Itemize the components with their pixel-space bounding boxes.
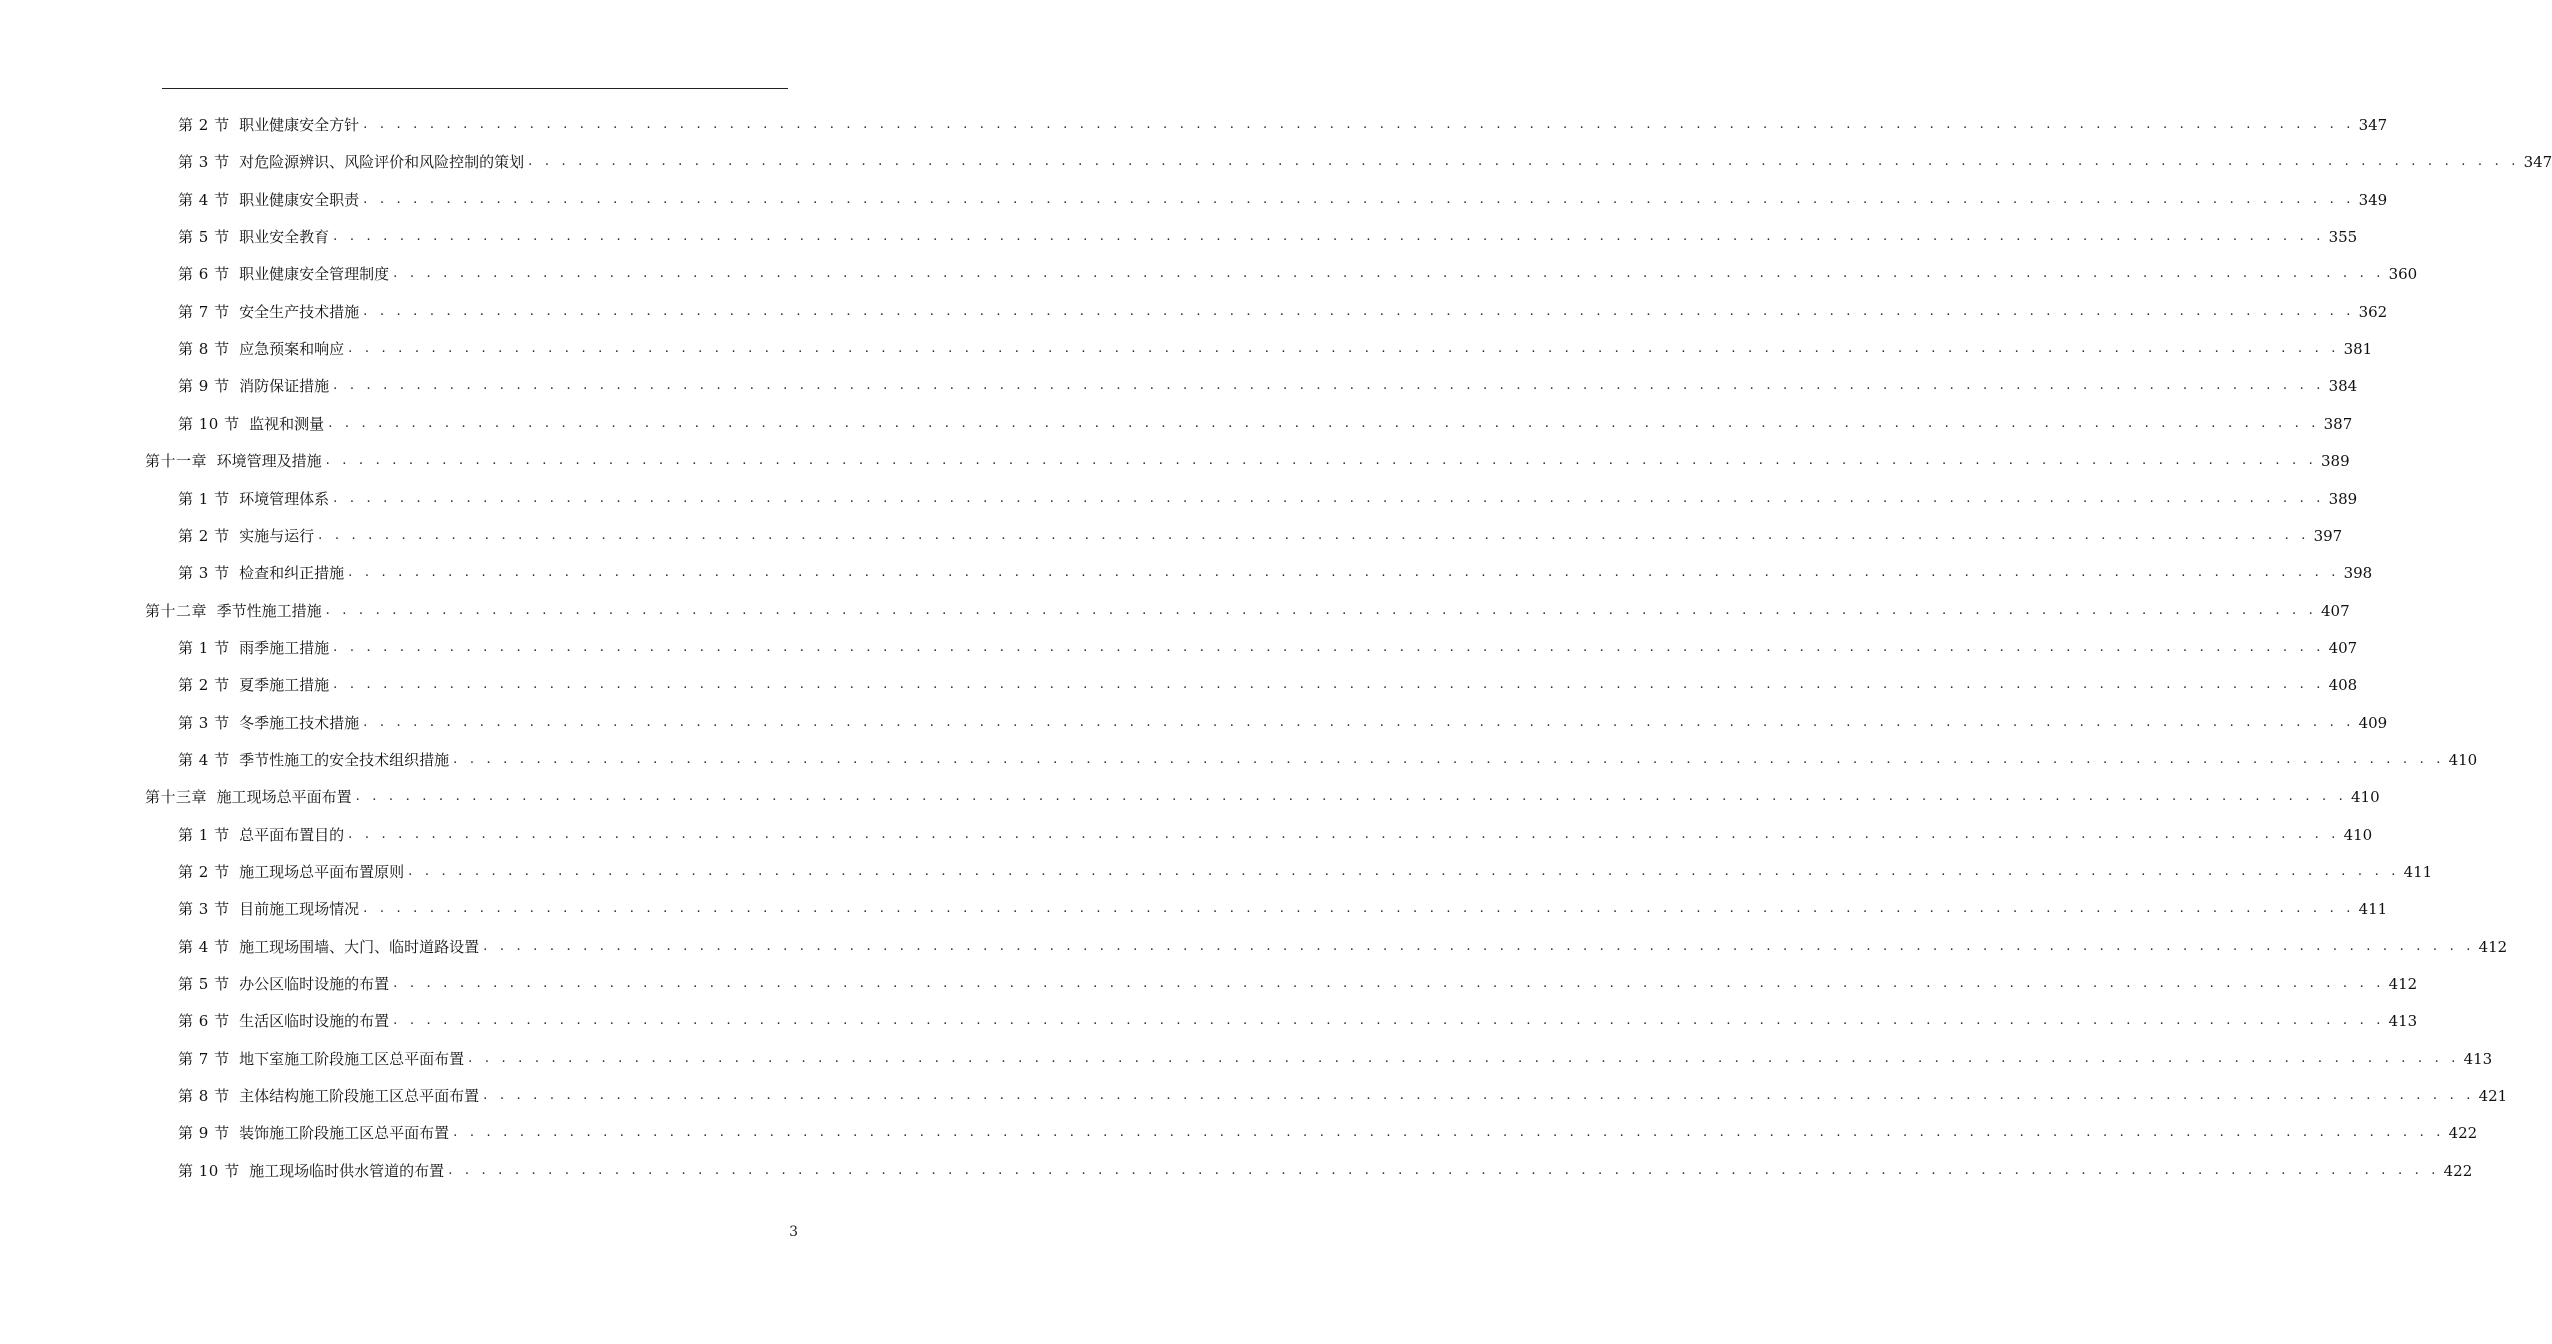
toc-section-entry[interactable] xyxy=(178,522,2343,546)
toc-entry-number: 第 2 节 xyxy=(178,526,230,545)
toc-entry-number: 第 6 节 xyxy=(178,265,230,284)
toc-dot-leader: . . . . . . . . . . . . . . . . . . . . . . . . . . . . . . . . . . . . . . . . . . . . . . . . . . . . . . . . . . . . . . . . . . . . . . . . . . . . . . . . . . . . . . . . . . . . . . . . . . . . . . . . . . . . . . . . . . . . . . . . xyxy=(363,117,2355,132)
toc-dot-leader: . . . . . . . . . . . . . . . . . . . . . . . . . . . . . . . . . . . . . . . . . . . . . . . . . . . . . . . . . . . . . . . . . . . . . . . . . . . . . . . . . . . . . . . . . . . . . . . . . . . . . . . . . . . . . . . . . . . . . . . . xyxy=(453,751,2445,767)
toc-entry-page: 410 xyxy=(2343,825,2373,844)
toc-section-entry[interactable] xyxy=(178,1045,2493,1069)
toc-entry-title: 主体结构施工阶段施工区总平面布置 xyxy=(239,1087,480,1106)
toc-entry-label xyxy=(178,264,393,284)
toc-entry-label xyxy=(178,750,453,770)
toc-entry-title: 环境管理体系 xyxy=(239,489,330,508)
toc-section-entry[interactable] xyxy=(178,335,2373,359)
toc-entry-title: 职业健康安全方针 xyxy=(239,116,360,134)
toc-entry-label xyxy=(178,675,333,695)
toc-entry-label xyxy=(178,862,408,882)
toc-entry-title: 办公区临时设施的布置 xyxy=(239,975,390,994)
toc-entry-page: 408 xyxy=(2328,676,2358,695)
toc-entry-title: 总平面布置目的 xyxy=(239,825,345,844)
toc-entry-number: 第 7 节 xyxy=(178,1049,230,1068)
toc-entry-number: 第 1 节 xyxy=(178,489,230,508)
toc-entry-label xyxy=(178,115,363,135)
toc-entry-page: 413 xyxy=(2463,1049,2493,1068)
toc-dot-leader: . . . . . . . . . . . . . . . . . . . . . . . . . . . . . . . . . . . . . . . . . . . . . . . . . . . . . . . . . . . . . . . . . . . . . . . . . . . . . . . . . . . . . . . . . . . . . . . . . . . . . . . . . . . . . . . . . . . . . . . . xyxy=(333,639,2325,655)
toc-entry-title: 应急预案和响应 xyxy=(239,340,345,359)
toc-section-entry[interactable] xyxy=(178,1119,2478,1143)
toc-section-entry[interactable] xyxy=(178,260,2418,284)
toc-entry-title: 检查和纠正措施 xyxy=(239,564,345,583)
toc-section-entry[interactable] xyxy=(178,1157,2473,1181)
toc-entry-label xyxy=(178,1161,448,1181)
toc-section-entry[interactable] xyxy=(178,410,2353,434)
toc-section-entry[interactable] xyxy=(178,298,2388,322)
toc-entry-title: 生活区临时设施的布置 xyxy=(239,1012,390,1031)
toc-entry-title: 季节性施工的安全技术组织措施 xyxy=(239,750,450,769)
toc-chapter-entry[interactable] xyxy=(145,447,2350,471)
toc-entry-page: 412 xyxy=(2388,975,2418,994)
toc-dot-leader: . . . . . . . . . . . . . . . . . . . . . . . . . . . . . . . . . . . . . . . . . . . . . . . . . . . . . . . . . . . . . . . . . . . . . . . . . . . . . . . . . . . . . . . . . . . . . . . . . . . . . . . . . . . . . . . . . . . . . . . . xyxy=(453,1125,2445,1141)
toc-entry-page: 384 xyxy=(2328,377,2358,396)
toc-entry-page: 422 xyxy=(2448,1124,2478,1143)
toc-entry-page: 347 xyxy=(2358,116,2388,134)
toc-dot-leader: . . . . . . . . . . . . . . . . . . . . . . . . . . . . . . . . . . . . . . . . . . . . . . . . . . . . . . . . . . . . . . . . . . . . . . . . . . . . . . . . . . . . . . . . . . . . . . . . . . . . . . . . . . . . . . . . . . . . . . . . xyxy=(363,901,2355,917)
toc-entry-title: 职业安全教育 xyxy=(239,228,330,247)
toc-section-entry[interactable] xyxy=(178,895,2388,919)
toc-dot-leader: . . . . . . . . . . . . . . . . . . . . . . . . . . . . . . . . . . . . . . . . . . . . . . . . . . . . . . . . . . . . . . . . . . . . . . . . . . . . . . . . . . . . . . . . . . . . . . . . . . . . . . . . . . . . . . . . . . . . . . . . xyxy=(393,266,2385,282)
toc-section-entry[interactable] xyxy=(178,372,2358,396)
toc-entry-page: 412 xyxy=(2478,937,2508,956)
toc-entry-page: 421 xyxy=(2478,1087,2508,1106)
toc-entry-page: 349 xyxy=(2358,190,2388,209)
toc-dot-leader: . . . . . . . . . . . . . . . . . . . . . . . . . . . . . . . . . . . . . . . . . . . . . . . . . . . . . . . . . . . . . . . . . . . . . . . . . . . . . . . . . . . . . . . . . . . . . . . . . . . . . . . . . . . . . . . . . . . . . . . . xyxy=(333,229,2325,245)
toc-entry-label xyxy=(178,974,393,994)
toc-entry-title: 实施与运行 xyxy=(239,526,315,545)
toc-entry-page: 397 xyxy=(2313,526,2343,545)
toc-entry-page: 387 xyxy=(2323,414,2353,433)
toc-section-entry[interactable] xyxy=(178,148,2552,172)
toc-section-entry[interactable] xyxy=(178,186,2388,210)
toc-entry-number: 第 5 节 xyxy=(178,228,230,247)
toc-dot-leader: . . . . . . . . . . . . . . . . . . . . . . . . . . . . . . . . . . . . . . . . . . . . . . . . . . . . . . . . . . . . . . . . . . . . . . . . . . . . . . . . . . . . . . . . . . . . . . . . . . . . . . . . . . . . . . . . . . . . . . . . xyxy=(348,826,2340,842)
toc-section-entry[interactable] xyxy=(178,559,2373,583)
toc-entry-page: 355 xyxy=(2328,228,2358,247)
toc-dot-leader: . . . . . . . . . . . . . . . . . . . . . . . . . . . . . . . . . . . . . . . . . . . . . . . . . . . . . . . . . . . . . . . . . . . . . . . . . . . . . . . . . . . . . . . . . . . . . . . . . . . . . . . . . . . . . . . . . . . . . . . . xyxy=(348,565,2340,581)
toc-dot-leader: . . . . . . . . . . . . . . . . . . . . . . . . . . . . . . . . . . . . . . . . . . . . . . . . . . . . . . . . . . . . . . . . . . . . . . . . . . . . . . . . . . . . . . . . . . . . . . . . . . . . . . . . . . . . . . . . . . . . . . . . xyxy=(363,191,2355,207)
toc-entry-number: 第 7 节 xyxy=(178,302,230,321)
header-rule xyxy=(162,88,788,89)
toc-entry-page: 398 xyxy=(2343,564,2373,583)
toc-entry-page: 407 xyxy=(2328,638,2358,657)
toc-entry-title: 施工现场临时供水管道的布置 xyxy=(249,1161,445,1180)
toc-section-entry[interactable] xyxy=(178,671,2358,695)
toc-dot-leader: . . . . . . . . . . . . . . . . . . . . . . . . . . . . . . . . . . . . . . . . . . . . . . . . . . . . . . . . . . . . . . . . . . . . . . . . . . . . . . . . . . . . . . . . . . . . . . . . . . . . . . . . . . . . . . . . . . . . . . . . xyxy=(325,602,2318,618)
toc-entry-number: 第 10 节 xyxy=(178,1161,240,1180)
toc-entry-label xyxy=(178,563,348,583)
toc-dot-leader: . . . . . . . . . . . . . . . . . . . . . . . . . . . . . . . . . . . . . . . . . . . . . . . . . . . . . . . . . . . . . . . . . . . . . . . . . . . . . . . . . . . . . . . . . . . . . . . . . . . . . . . . . . . . . . . . . . . . . . . . xyxy=(393,1013,2385,1029)
toc-section-entry[interactable] xyxy=(178,709,2388,733)
toc-dot-leader: . . . . . . . . . . . . . . . . . . . . . . . . . . . . . . . . . . . . . . . . . . . . . . . . . . . . . . . . . . . . . . . . . . . . . . . . . . . . . . . . . . . . . . . . . . . . . . . . . . . . . . . . . . . . . . . . . . . . . . . . xyxy=(393,976,2385,992)
toc-entry-page: 360 xyxy=(2388,265,2418,284)
page-number: 3 xyxy=(789,1224,798,1240)
toc-entry-title: 雨季施工措施 xyxy=(239,638,330,657)
toc-dot-leader: . . . . . . . . . . . . . . . . . . . . . . . . . . . . . . . . . . . . . . . . . . . . . . . . . . . . . . . . . . . . . . . . . . . . . . . . . . . . . . . . . . . . . . . . . . . . . . . . . . . . . . . . . . . . . . . . . . . . . . . . xyxy=(318,527,2310,543)
toc-section-entry[interactable] xyxy=(178,746,2478,770)
toc-entry-title: 季节性施工措施 xyxy=(216,601,322,620)
toc-dot-leader: . . . . . . . . . . . . . . . . . . . . . . . . . . . . . . . . . . . . . . . . . . . . . . . . . . . . . . . . . . . . . . . . . . . . . . . . . . . . . . . . . . . . . . . . . . . . . . . . . . . . . . . . . . . . . . . . . . . . . . . . xyxy=(333,677,2325,693)
toc-entry-number: 第 8 节 xyxy=(178,340,230,359)
toc-entry-number: 第 4 节 xyxy=(178,937,230,956)
toc-entry-label xyxy=(178,376,333,396)
toc-dot-leader: . . . . . . . . . . . . . . . . . . . . . . . . . . . . . . . . . . . . . . . . . . . . . . . . . . . . . . . . . . . . . . . . . . . . . . . . . . . . . . . . . . . . . . . . . . . . . . . . . . . . . . . . . . . . . . . . . . . . . . . . xyxy=(333,490,2325,506)
toc-entry-number: 第 3 节 xyxy=(178,564,230,583)
toc-dot-leader: . . . . . . . . . . . . . . . . . . . . . . . . . . . . . . . . . . . . . . . . . . . . . . . . . . . . . . . . . . . . . . . . . . . . . . . . . . . . . . . . . . . . . . . . . . . . . . . . . . . . . . . . . . . . . . . . . . . . . . . . xyxy=(408,864,2400,879)
toc-entry-label xyxy=(178,937,483,957)
toc-entry-number: 第 2 节 xyxy=(178,116,230,134)
toc-entry-title: 装饰施工阶段施工区总平面布置 xyxy=(239,1124,450,1143)
toc-entry-title: 职业健康安全职责 xyxy=(239,190,360,209)
toc-dot-leader: . . . . . . . . . . . . . . . . . . . . . . . . . . . . . . . . . . . . . . . . . . . . . . . . . . . . . . . . . . . . . . . . . . . . . . . . . . . . . . . . . . . . . . . . . . . . . . . . . . . . . . . . . . . . . . . . . . . . . . . . xyxy=(355,789,2348,805)
toc-entry-page: 407 xyxy=(2321,601,2350,620)
toc-entry-title: 监视和测量 xyxy=(249,414,325,433)
toc-entry-number: 第 3 节 xyxy=(178,900,230,919)
toc-entry-page: 409 xyxy=(2358,713,2388,732)
toc-entry-label xyxy=(178,713,363,733)
toc-entry-label xyxy=(178,227,333,247)
toc-entry-page: 411 xyxy=(2358,900,2388,919)
toc-chapter-entry[interactable] xyxy=(145,597,2350,621)
toc-section-entry[interactable] xyxy=(178,223,2358,247)
toc-section-entry[interactable] xyxy=(178,485,2358,509)
toc-entry-label xyxy=(178,899,363,919)
toc-entry-label xyxy=(178,1086,483,1106)
toc-entry-page: 413 xyxy=(2388,1012,2418,1031)
toc-section-entry[interactable] xyxy=(178,821,2373,845)
toc-entry-number: 第 3 节 xyxy=(178,713,230,732)
toc-entry-number: 第 9 节 xyxy=(178,1124,230,1143)
toc-entry-label xyxy=(178,190,363,210)
toc-dot-leader: . . . . . . . . . . . . . . . . . . . . . . . . . . . . . . . . . . . . . . . . . . . . . . . . . . . . . . . . . . . . . . . . . . . . . . . . . . . . . . . . . . . . . . . . . . . . . . . . . . . . . . . . . . . . . . . . . . . . . . . . xyxy=(468,1050,2460,1066)
toc-entry-number: 第 6 节 xyxy=(178,1012,230,1031)
toc-entry-number: 第 4 节 xyxy=(178,190,230,209)
toc-entry-number: 第 1 节 xyxy=(178,825,230,844)
toc-entry-title: 消防保证措施 xyxy=(239,377,330,396)
toc-dot-leader: . . . . . . . . . . . . . . . . . . . . . . . . . . . . . . . . . . . . . . . . . . . . . . . . . . . . . . . . . . . . . . . . . . . . . . . . . . . . . . . . . . . . . . . . . . . . . . . . . . . . . . . . . . . . . . . . . . . . . . . . xyxy=(363,303,2355,319)
toc-dot-leader: . . . . . . . . . . . . . . . . . . . . . . . . . . . . . . . . . . . . . . . . . . . . . . . . . . . . . . . . . . . . . . . . . . . . . . . . . . . . . . . . . . . . . . . . . . . . . . . . . . . . . . . . . . . . . . . . . . . . . . . . xyxy=(483,938,2475,954)
toc-entry-number: 第 4 节 xyxy=(178,750,230,769)
toc-entry-title: 对危险源辨识、风险评价和风险控制的策划 xyxy=(239,153,525,172)
toc-section-entry[interactable] xyxy=(178,970,2418,994)
toc-entry-number: 第 1 节 xyxy=(178,638,230,657)
toc-entry-label xyxy=(178,1011,393,1031)
toc-entry-title: 夏季施工措施 xyxy=(239,676,330,695)
toc-entry-number: 第 8 节 xyxy=(178,1087,230,1106)
toc-entry-number: 第 2 节 xyxy=(178,676,230,695)
toc-section-entry[interactable] xyxy=(178,1007,2418,1031)
toc-section-entry[interactable] xyxy=(178,1082,2508,1106)
toc-dot-leader: . . . . . . . . . . . . . . . . . . . . . . . . . . . . . . . . . . . . . . . . . . . . . . . . . . . . . . . . . . . . . . . . . . . . . . . . . . . . . . . . . . . . . . . . . . . . . . . . . . . . . . . . . . . . . . . . . . . . . . . . xyxy=(483,1088,2475,1104)
toc-entry-title: 环境管理及措施 xyxy=(216,452,322,471)
toc-entry-label xyxy=(178,414,328,434)
toc-entry-page: 381 xyxy=(2343,340,2373,359)
toc-entry-page: 389 xyxy=(2321,452,2350,471)
toc-entry-label xyxy=(178,302,363,322)
toc-section-entry[interactable] xyxy=(178,933,2508,957)
toc-entry-page: 422 xyxy=(2443,1161,2473,1180)
toc-dot-leader: . . . . . . . . . . . . . . . . . . . . . . . . . . . . . . . . . . . . . . . . . . . . . . . . . . . . . . . . . . . . . . . . . . . . . . . . . . . . . . . . . . . . . . . . . . . . . . . . . . . . . . . . . . . . . . . . . . . . . . . . xyxy=(348,341,2340,357)
toc-entry-label xyxy=(145,787,356,807)
toc-entry-title: 施工现场总平面布置 xyxy=(216,788,352,807)
toc-entry-label xyxy=(178,489,333,509)
toc-entry-label xyxy=(178,1123,453,1143)
toc-chapter-entry[interactable] xyxy=(145,783,2380,807)
toc-entry-label xyxy=(178,638,333,658)
toc-dot-leader: . . . . . . . . . . . . . . . . . . . . . . . . . . . . . . . . . . . . . . . . . . . . . . . . . . . . . . . . . . . . . . . . . . . . . . . . . . . . . . . . . . . . . . . . . . . . . . . . . . . . . . . . . . . . . . . . . . . . . . . . xyxy=(363,714,2355,730)
toc-entry-number: 第十一章 xyxy=(145,452,208,471)
toc-entry-title: 施工现场围墙、大门、临时道路设置 xyxy=(239,937,480,956)
toc-dot-leader: . . . . . . . . . . . . . . . . . . . . . . . . . . . . . . . . . . . . . . . . . . . . . . . . . . . . . . . . . . . . . . . . . . . . . . . . . . . . . . . . . . . . . . . . . . . . . . . . . . . . . . . . . . . . . . . . . . . . . . . . xyxy=(328,415,2320,431)
toc-dot-leader: . . . . . . . . . . . . . . . . . . . . . . . . . . . . . . . . . . . . . . . . . . . . . . . . . . . . . . . . . . . . . . . . . . . . . . . . . . . . . . . . . . . . . . . . . . . . . . . . . . . . . . . . . . . . . . . . . . . . . . . . xyxy=(448,1162,2440,1178)
toc-entry-number: 第 5 节 xyxy=(178,975,230,994)
toc-section-entry[interactable] xyxy=(178,111,2388,135)
toc-dot-leader: . . . . . . . . . . . . . . . . . . . . . . . . . . . . . . . . . . . . . . . . . . . . . . . . . . . . . . . . . . . . . . . . . . . . . . . . . . . . . . . . . . . . . . . . . . . . . . . . . . . . . . . . . . . . . . . . . . . . . . . . xyxy=(333,378,2325,394)
toc-entry-page: 410 xyxy=(2351,788,2380,807)
toc-entry-number: 第十三章 xyxy=(145,788,208,807)
toc-entry-label xyxy=(178,152,528,172)
toc-entry-label xyxy=(178,339,348,359)
toc-entry-page: 410 xyxy=(2448,750,2478,769)
toc-entry-title: 目前施工现场情况 xyxy=(239,900,360,919)
toc-section-entry[interactable] xyxy=(178,858,2433,882)
toc-entry-label xyxy=(145,601,326,621)
toc-entry-page: 411 xyxy=(2403,863,2433,881)
toc-entry-number: 第 3 节 xyxy=(178,153,230,172)
toc-entry-number: 第十二章 xyxy=(145,601,208,620)
toc-entry-title: 冬季施工技术措施 xyxy=(239,713,360,732)
toc-entry-title: 施工现场总平面布置原则 xyxy=(239,863,405,881)
toc-entry-title: 职业健康安全管理制度 xyxy=(239,265,390,284)
toc-entry-label xyxy=(178,825,348,845)
toc-entry-page: 347 xyxy=(2523,153,2552,172)
toc-entry-number: 第 2 节 xyxy=(178,863,230,881)
toc-entry-title: 地下室施工阶段施工区总平面布置 xyxy=(239,1049,465,1068)
toc-dot-leader: . . . . . . . . . . . . . . . . . . . . . . . . . . . . . . . . . . . . . . . . . . . . . . . . . . . . . . . . . . . . . . . . . . . . . . . . . . . . . . . . . . . . . . . . . . . . . . . . . . . . . . . . . . . . . . . . . . . . . . . . xyxy=(528,154,2520,170)
toc-entry-page: 362 xyxy=(2358,302,2388,321)
toc-dot-leader: . . . . . . . . . . . . . . . . . . . . . . . . . . . . . . . . . . . . . . . . . . . . . . . . . . . . . . . . . . . . . . . . . . . . . . . . . . . . . . . . . . . . . . . . . . . . . . . . . . . . . . . . . . . . . . . . . . . . . . . . xyxy=(325,453,2318,469)
toc-entry-label xyxy=(178,1049,468,1069)
toc-section-entry[interactable] xyxy=(178,634,2358,658)
toc-entry-title: 安全生产技术措施 xyxy=(239,302,360,321)
toc-entry-number: 第 10 节 xyxy=(178,414,240,433)
toc-entry-label xyxy=(178,526,318,546)
toc-entry-label xyxy=(145,451,326,471)
toc-entry-page: 389 xyxy=(2328,489,2358,508)
toc-entry-number: 第 9 节 xyxy=(178,377,230,396)
